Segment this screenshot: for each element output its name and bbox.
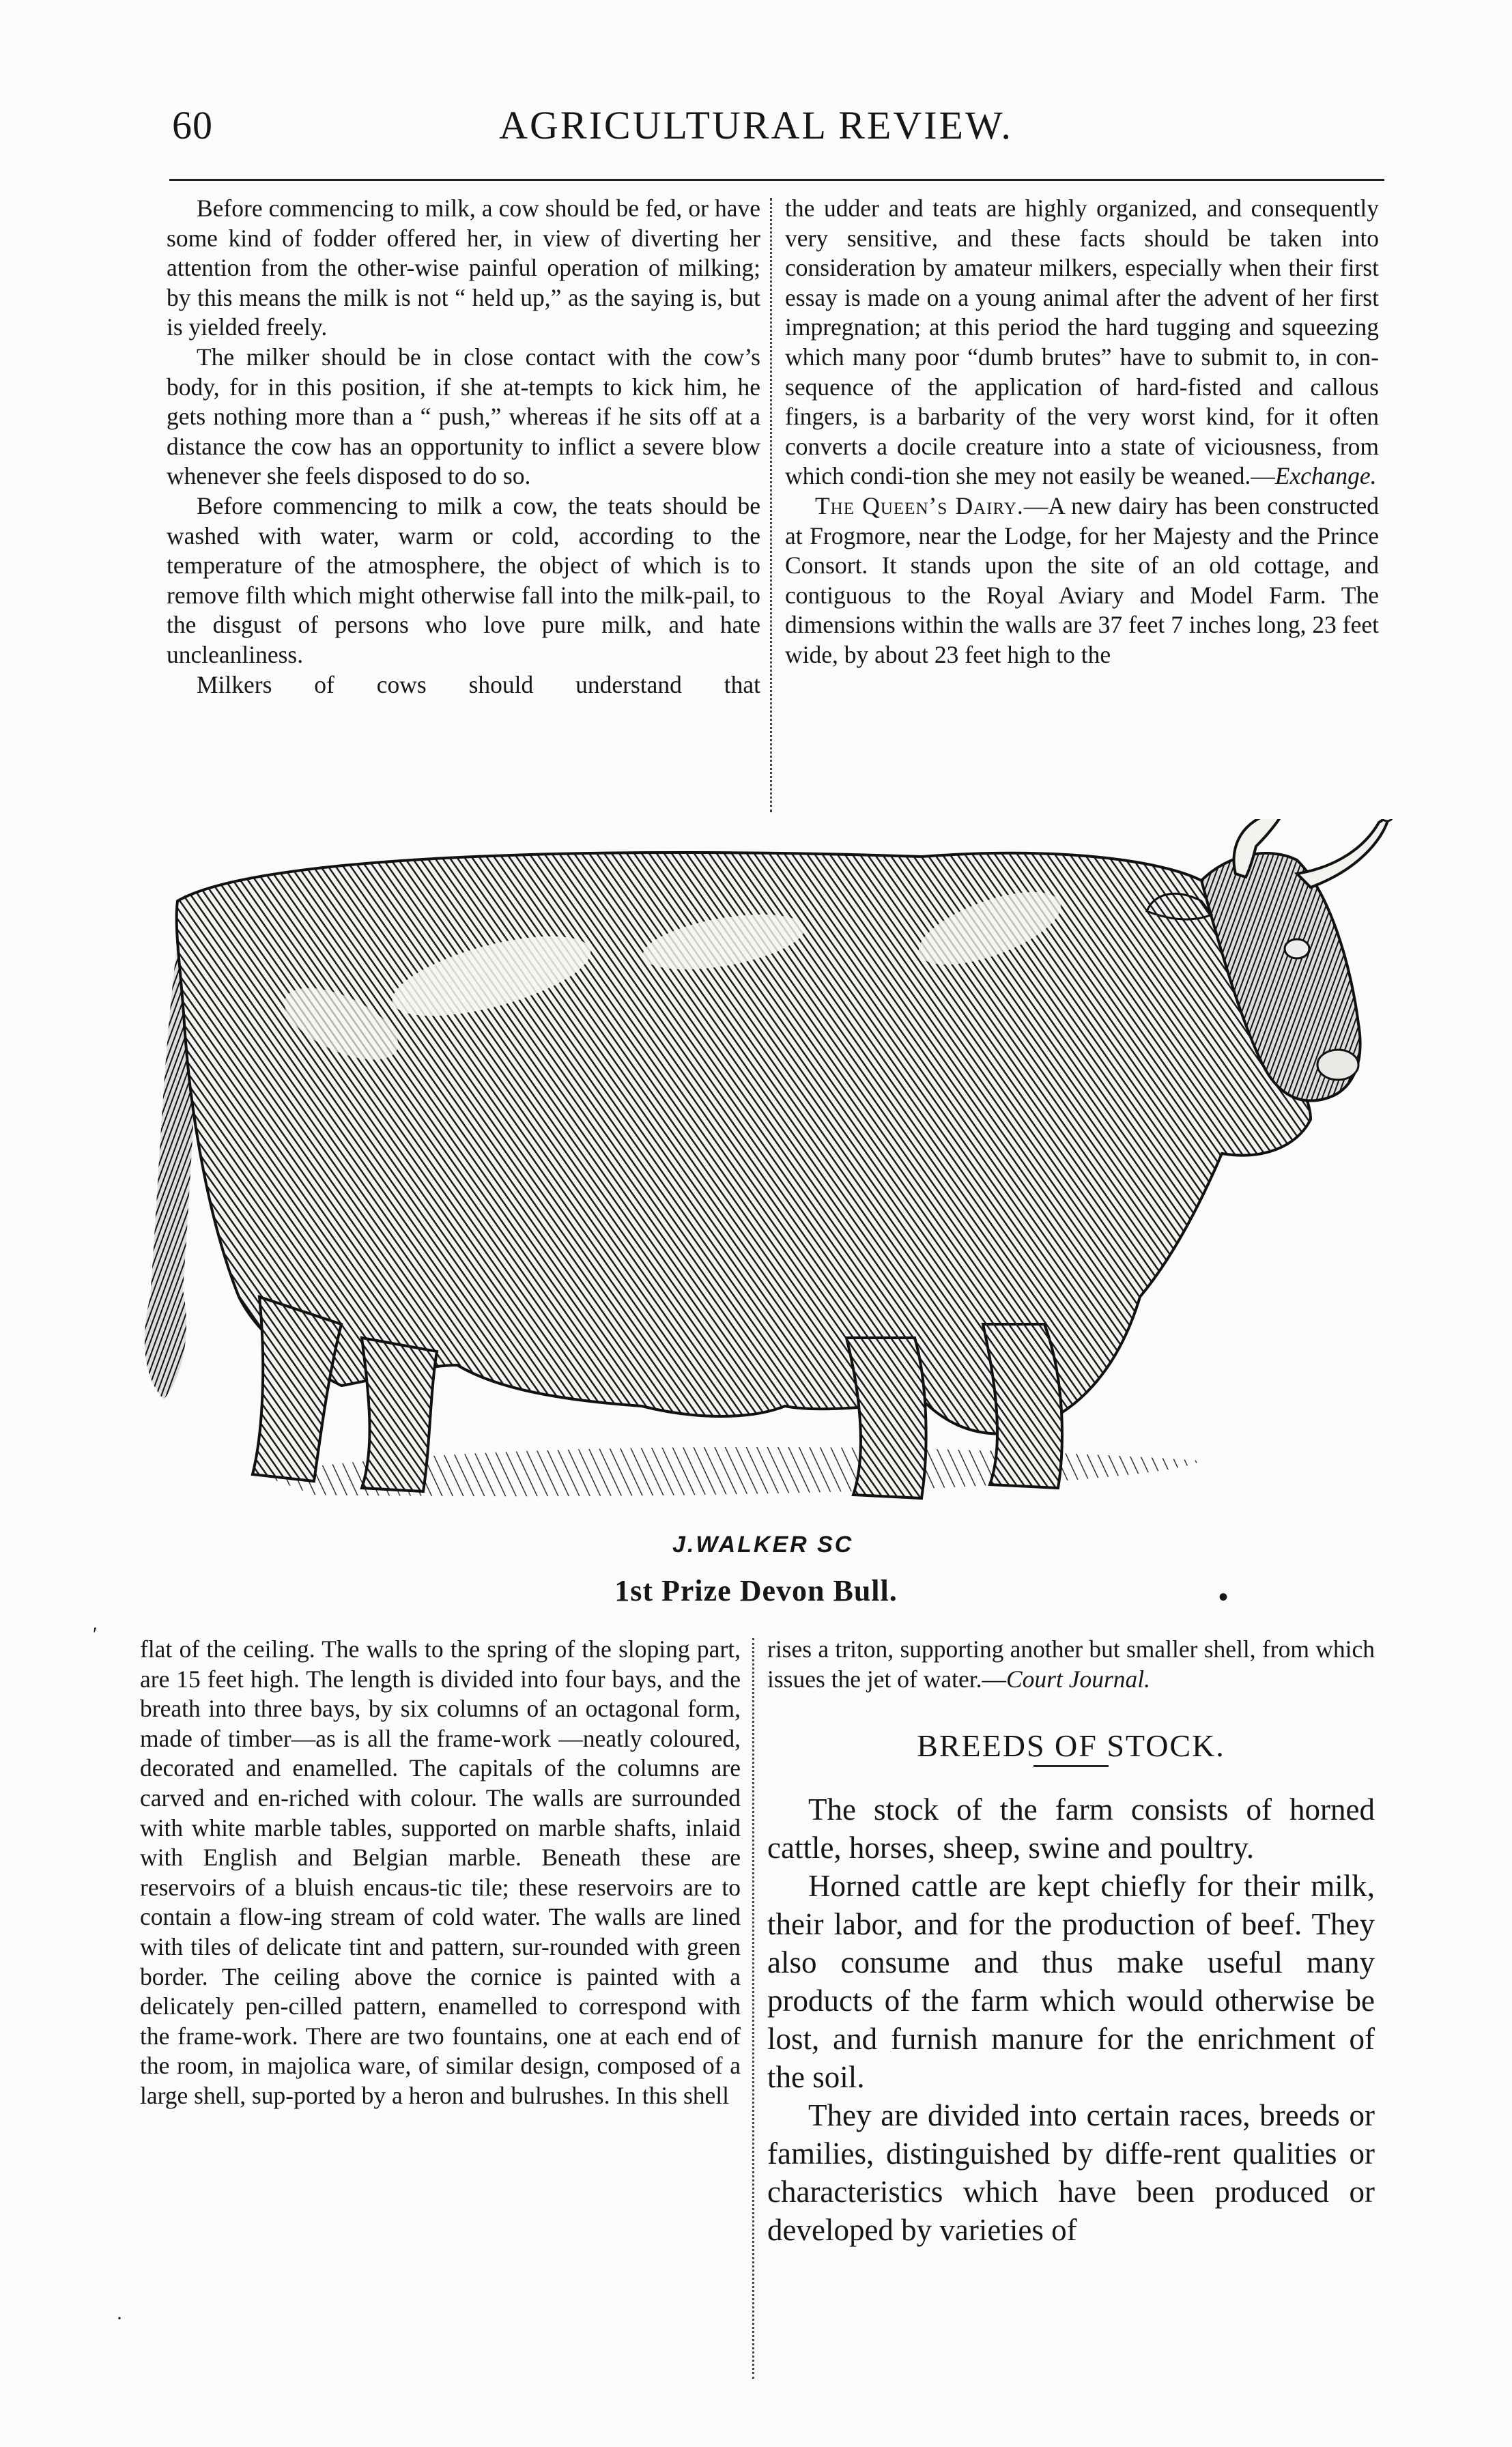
paragraph: Before commencing to milk a cow, the teats should be washed with water, warm or cold, according to the temperature of the atmosphere, the object of which is to remove filth which might otherwise fall into the milk-pail, to the disgust of persons who love pure milk, and hate uncleanliness. [167, 491, 760, 668]
paragraph [785, 491, 1379, 670]
paragraph: Horned cattle are kept chiefly for their milk, their labor, and for the production of beef. They also consume and thus make useful many products of the farm which would otherwise be lost, and furnish manure for the enrichment of the soil. [767, 1868, 1375, 2094]
source-credit: Court Journal. [1006, 1665, 1151, 1693]
paragraph [785, 194, 1379, 491]
column-top-right [785, 194, 1379, 670]
paragraph: They are divided into certain races, breeds or families, distinguished by diffe-rent qualities or characteristics which have been produced or developed by varieties of [767, 2098, 1375, 2247]
heading-rule [1033, 1765, 1109, 1767]
column-bottom-left [140, 1635, 741, 2111]
paragraph-text: rises a triton, supporting another but smaller shell, from which issues the jet of water.— [767, 1635, 1375, 1693]
bull-engraving [137, 819, 1393, 1577]
paragraph-text: —A new dairy has been constructed at Frogmore, near the Lodge, for her Majesty and the Prince Consort. It stands upon the site of an old cottage, and contiguous to the Royal Aviary and Model Farm. The dimensions within the walls are 37 feet 7 inches long, 23 feet wide, by about 23 feet high to the [785, 491, 1380, 668]
illustration-caption: 1st Prize Devon Bull. [614, 1574, 898, 1607]
paragraph-text: the udder and teats are highly organized, and consequently very sensitive, and these facts should be taken into consideration by amateur milkers, especially when their first essay is made on a young animal after the advent of her first impregnation; at this period the hard tugging and squeezing which many poor “dumb brutes” have to submit to, in con-sequence of the application of hard-fisted and callous fingers, is a barbarity of the very worst kind, for it often converts a docile creature into a state of viciousness, from which condi-tion she mey not easily be weaned.— [785, 195, 1379, 490]
running-title: AGRICULTURAL REVIEW. [499, 103, 1013, 147]
paragraph: flat of the ceiling. The walls to the spring of the sloping part, are 15 feet high. The length is divided into four bays, and the breath into three bays, by six columns of an octagonal form, made of timber—as is all the frame-work —neatly coloured, decorated and enamelled. The capitals of the columns are carved and en-riched with colour. The walls are surrounded with white marble tables, supported on marble shafts, inlaid with English and Belgian marble. Beneath these are reservoirs of a bluish encaus-tic tile; these reservoirs are to contain a flow-ing stream of cold water. The walls are lined with tiles of delicate tint and pattern, sur-rounded with green border. The ceiling above the cornice is painted with a delicately pen-cilled pattern, enamelled to correspond with the frame-work. There are two fountains, one at each end of the room, in majolica ware, of similar design, composed of a large shell, sup-ported by a heron and bulrushes. In this shell [140, 1635, 741, 2109]
paragraph: The milker should be in close contact with the cow’s body, for in this position, if she at-tempts to kick him, he gets nothing more than a “ push,” whereas if he sits off at a distance the cow has an opportunity to inflict a severe blow whenever she feels disposed to do so. [167, 343, 760, 490]
column-rule-bottom [752, 1638, 754, 2379]
engraver-signature: J.WALKER SC [672, 1532, 854, 1558]
margin-mark: ʹ [93, 1623, 98, 1646]
paragraph: Before commencing to milk, a cow should be fed, or have some kind of fodder offered her, in view of diverting her attention from the other-wise painful operation of milking; by this means the milk is not “ held up,” as the saying is, but is yielded freely. [167, 195, 760, 341]
paragraph-lead: The Queen’s Dairy. [815, 491, 1024, 519]
paragraph: Milkers of cows should understand that [197, 670, 760, 698]
source-credit: Exchange. [1274, 462, 1377, 490]
section-heading: BREEDS OF STOCK. [917, 1728, 1225, 1764]
column-top-left [167, 194, 760, 700]
caption-dot: • [1218, 1582, 1229, 1612]
column-bottom-right [767, 1635, 1375, 2249]
header-rule [169, 179, 1384, 181]
illustration [137, 819, 1393, 1577]
paragraph: The stock of the farm consists of horned cattle, horses, sheep, swine and poultry. [767, 1792, 1375, 1865]
margin-mark: · [116, 2307, 123, 2330]
paragraph [767, 1635, 1375, 1694]
column-rule-top [770, 198, 772, 812]
page-number: 60 [172, 103, 213, 147]
